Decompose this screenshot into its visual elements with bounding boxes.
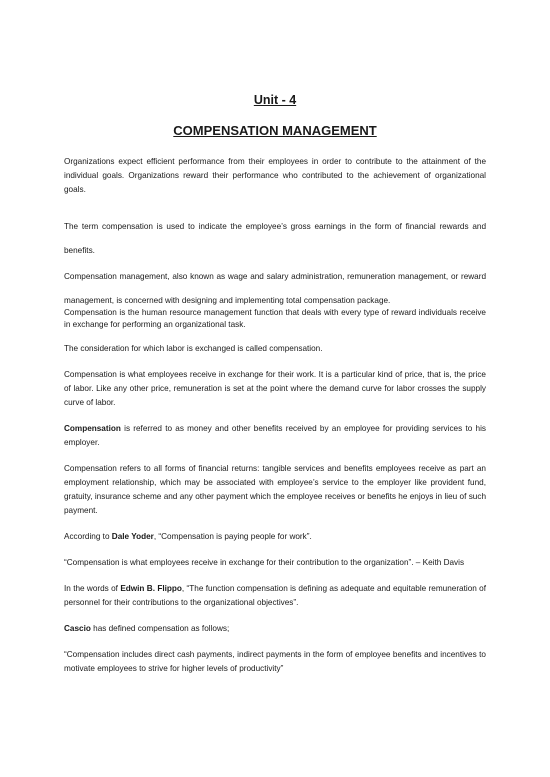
- paragraph-money-benefits-text: is referred to as money and other benefits received by an employee for providing services to his employer.: [64, 424, 486, 447]
- paragraph-keith-davis: “Compensation is what employees receive in exchange for their contribution to the organization”. – Keith Davis: [64, 558, 465, 567]
- paragraph-price-of-labor: Compensation is what employees receive in exchange for their work. It is a particular kind of price, that is, the price of labor. Like any other price, remuneration is set at the point where the demand curve for labor crosses the supply curve of labor.: [64, 370, 486, 407]
- flippo-intro: In the words of: [64, 584, 121, 593]
- dale-yoder-intro: According to: [64, 532, 112, 541]
- dale-yoder-quote: , “Compensation is paying people for work”.: [153, 532, 312, 541]
- flippo-quote: , “The function compensation is defining as adequate and equitable remuneration of personnel for their contributions to the organizational objectives”.: [64, 584, 486, 607]
- paragraph-financial-returns: Compensation refers to all forms of financial returns: tangible services and benefits employees receive as part an employment relationship, which may be associated with employee’s service to the employer like provident fund, gratuity, insurance scheme and any other payment which the employee receives or benefits he enjoys in lieu of such payment.: [64, 464, 486, 515]
- paragraph-money-benefits: [64, 422, 486, 450]
- paragraph-edwin-flippo: [64, 582, 486, 610]
- unit-heading: Unit - 4: [253, 93, 297, 107]
- page-title: COMPENSATION MANAGEMENT: [173, 123, 377, 138]
- paragraph-cascio: [64, 622, 486, 636]
- term-compensation: Compensation: [64, 424, 121, 433]
- cascio-text: has defined compensation as follows;: [90, 624, 230, 633]
- paragraph-term-compensation: The term compensation is used to indicate the employee’s gross earnings in the form of financial rewards and benefits.: [64, 222, 486, 255]
- author-cascio: Cascio: [64, 624, 91, 633]
- paragraph-cascio-quote: “Compensation includes direct cash payments, indirect payments in the form of employee benefits and incentives to motivate employees to strive for higher levels of productivity”: [64, 650, 486, 673]
- author-edwin-flippo: Edwin B. Flippo: [120, 584, 182, 593]
- paragraph-consideration: The consideration for which labor is exchanged is called compensation.: [64, 344, 323, 353]
- paragraph-dale-yoder: [64, 530, 486, 544]
- paragraph-compensation-management: Compensation management, also known as wage and salary administration, remuneration management, or reward management, is concerned with designing and implementing total compensation package.: [64, 272, 486, 305]
- author-dale-yoder: Dale Yoder: [111, 532, 154, 541]
- paragraph-hrm-function: Compensation is the human resource management function that deals with every type of reward individuals receive in exchange for performing an organizational task.: [64, 308, 486, 329]
- paragraph-intro: Organizations expect efficient performance from their employees in order to contribute to the attainment of the individual goals. Organizations reward their performance who contributed to the achievement of organizational goals.: [64, 157, 486, 194]
